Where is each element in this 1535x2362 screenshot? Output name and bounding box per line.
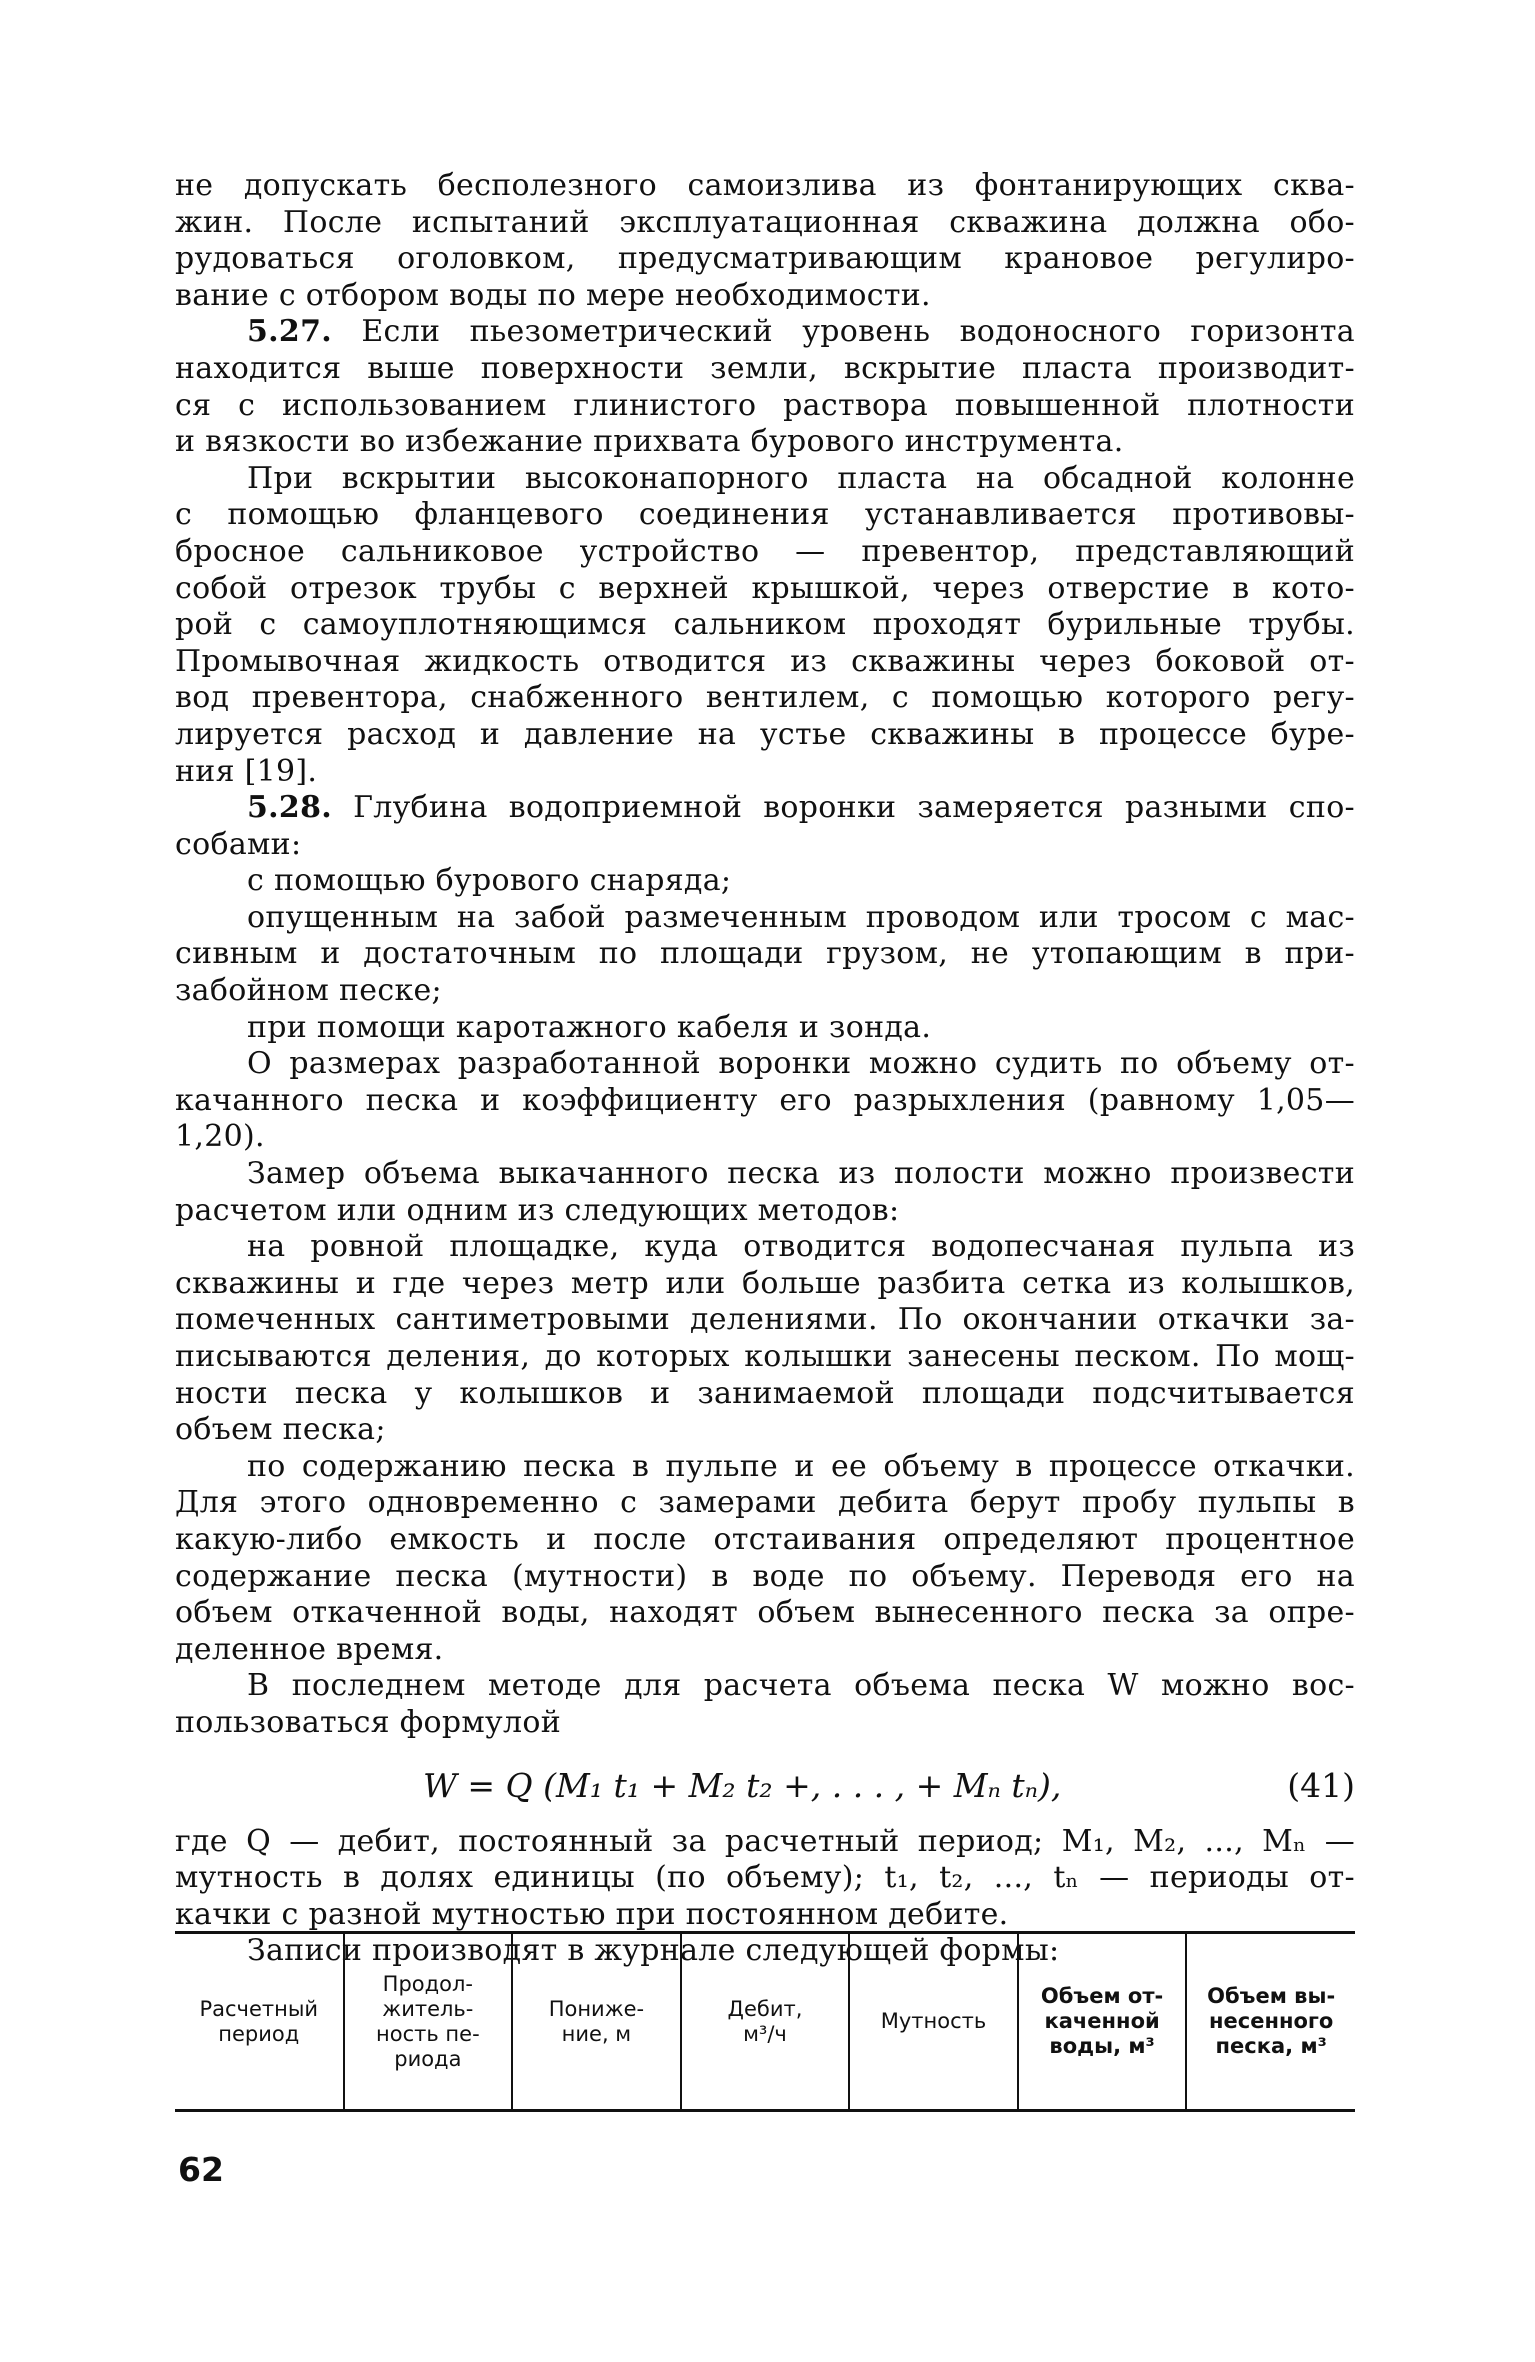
paragraph (175, 790, 1355, 863)
text-line: вод превентора, снабженного вентилем, с помощью которого регу- (175, 680, 1355, 716)
journal-table-header (175, 1934, 1355, 2109)
text-line: по содержанию песка в пульпе и ее объему в процессе откачки. (247, 1448, 1355, 1484)
text-line: О размерах разработанной воронки можно судить по объему от- (247, 1046, 1355, 1082)
table-column-header: Пониже- ние, м (512, 1934, 681, 2109)
paragraph (175, 1156, 1355, 1229)
paragraph (175, 863, 1355, 900)
text-line: писываются деления, до которых колышки занесены песком. По мощ- (175, 1339, 1355, 1374)
table-column-header: Расчетный период (199, 1996, 319, 2046)
text-line: расчетом или одним из следующих методов: (175, 1192, 900, 1228)
page-body (175, 168, 1355, 1970)
text-line: с помощью фланцевого соединения устанавливается противовы- (175, 497, 1355, 533)
journal-table (175, 1931, 1355, 2112)
table-column-header: Мутность (849, 1934, 1018, 2109)
text-line-content: Глубина водоприемной воронки замеряется разными спо- (332, 790, 1355, 826)
paragraph (175, 168, 1355, 314)
text-line: вание с отбором воды по мере необходимости. (175, 277, 931, 313)
text-line: при помощи каротажного кабеля и зонда. (247, 1009, 932, 1045)
text-line: рудоваться оголовком, предусматривающим крановое регулиро- (175, 241, 1355, 277)
formula-number: (41) (1287, 1765, 1355, 1805)
table-column-header: Дебит, м³/ч (681, 1934, 850, 2109)
section-number: 5.27. (247, 314, 333, 350)
paragraph (175, 1824, 1355, 1934)
text-line: собами: (175, 826, 302, 862)
text-line: опущенным на забой размеченным проводом или тросом с мас- (247, 899, 1355, 935)
formula-expression: W = Q (M₁ t₁ + M₂ t₂ +, . . . , + Mₙ tₙ), (423, 1765, 1062, 1805)
text-line: сивным и достаточным по площади грузом, не утопающим в при- (175, 936, 1355, 972)
paragraph (175, 1010, 1355, 1047)
text-line: деленное время. (175, 1631, 444, 1667)
text-line: с помощью бурового снаряда; (247, 863, 732, 899)
text-line: жин. После испытаний эксплуатационная скважина должна обо- (175, 204, 1355, 240)
text-line: мутность в долях единицы (по объему); t₁, t₂, ..., tₙ — периоды от- (175, 1860, 1355, 1896)
text-line: лируется расход и давление на устье скважины в процессе буре- (175, 716, 1355, 752)
main-text (175, 168, 1355, 1742)
table-column-header: Продол- житель- ность пе- риода (344, 1934, 513, 2109)
paragraph (175, 1046, 1355, 1156)
text-line: собой отрезок трубы с верхней крышкой, через отверстие в кото- (175, 570, 1355, 606)
text-line: рой с самоуплотняющимся сальником проходят бурильные трубы. (175, 607, 1355, 643)
text-line: на ровной площадке, куда отводится водопесчаная пульпа из (247, 1229, 1355, 1265)
paragraph (175, 900, 1355, 1010)
text-line: объем песка; (175, 1412, 386, 1448)
paragraph (175, 1229, 1355, 1449)
text-line: какую-либо емкость и после отстаивания определяют процентное (175, 1521, 1355, 1557)
paragraph (175, 461, 1355, 790)
text-line: Замер объема выкачанного песка из полости можно произвести (247, 1156, 1355, 1192)
text-line: содержание песка (мутности) в воде по объему. Переводя его на (175, 1558, 1355, 1594)
paragraph (175, 1668, 1355, 1741)
text-line: бросное сальниковое устройство — превентор, представляющий (175, 533, 1355, 569)
text-line: качки с разной мутностью при постоянном дебите. (175, 1896, 1009, 1932)
text-line: Записи производят в журнале следующей формы: (247, 1933, 1060, 1969)
text-line (175, 790, 1355, 827)
paragraph (175, 314, 1355, 460)
text-line: находится выше поверхности земли, вскрытие пласта производит- (175, 350, 1355, 386)
page-number: 62 (178, 2150, 224, 2189)
text-line (175, 314, 1355, 351)
text-line: ся с использованием глинистого раствора повышенной плотности (175, 387, 1355, 423)
text-line: пользоваться формулой (175, 1704, 561, 1740)
text-line: где Q — дебит, постоянный за расчетный период; M₁, M₂, ..., Mₙ — (175, 1823, 1355, 1859)
text-line: объем откаченной воды, находят объем вынесенного песка за опре- (175, 1595, 1355, 1631)
formula-41 (175, 1766, 1355, 1808)
text-line-content: Если пьезометрический уровень водоносного горизонта (332, 314, 1355, 350)
text-line: ности песка у колышков и занимаемой площади подсчитывается (175, 1375, 1355, 1411)
text-line: качанного песка и коэффициенту его разрыхления (равному 1,05— (175, 1082, 1355, 1118)
paragraph (175, 1449, 1355, 1669)
text-line: В последнем методе для расчета объема песка W можно вос- (247, 1668, 1355, 1704)
text-line: ния [19]. (175, 753, 318, 789)
table-column-header: Объем от- каченной воды, м³ (1018, 1934, 1187, 2109)
text-line: и вязкости во избежание прихвата бурового инструмента. (175, 424, 1124, 460)
text-line: скважины и где через метр или больше разбита сетка из колышков, (175, 1265, 1355, 1301)
text-line: Промывочная жидкость отводится из скважины через боковой от- (175, 643, 1355, 679)
text-line: не допускать бесполезного самоизлива из фонтанирующих сква- (175, 168, 1355, 203)
text-line: забойном песке; (175, 973, 442, 1009)
text-line: помеченных сантиметровыми делениями. По окончании откачки за- (175, 1302, 1355, 1338)
text-line: Для этого одновременно с замерами дебита берут пробу пульпы в (175, 1485, 1355, 1521)
text-line: 1,20). (175, 1119, 265, 1155)
table-column-header: Объем вы- несенного песка, м³ (1186, 1934, 1355, 2109)
section-number: 5.28. (247, 790, 333, 826)
text-line: При вскрытии высоконапорного пласта на обсадной колонне (247, 460, 1355, 496)
